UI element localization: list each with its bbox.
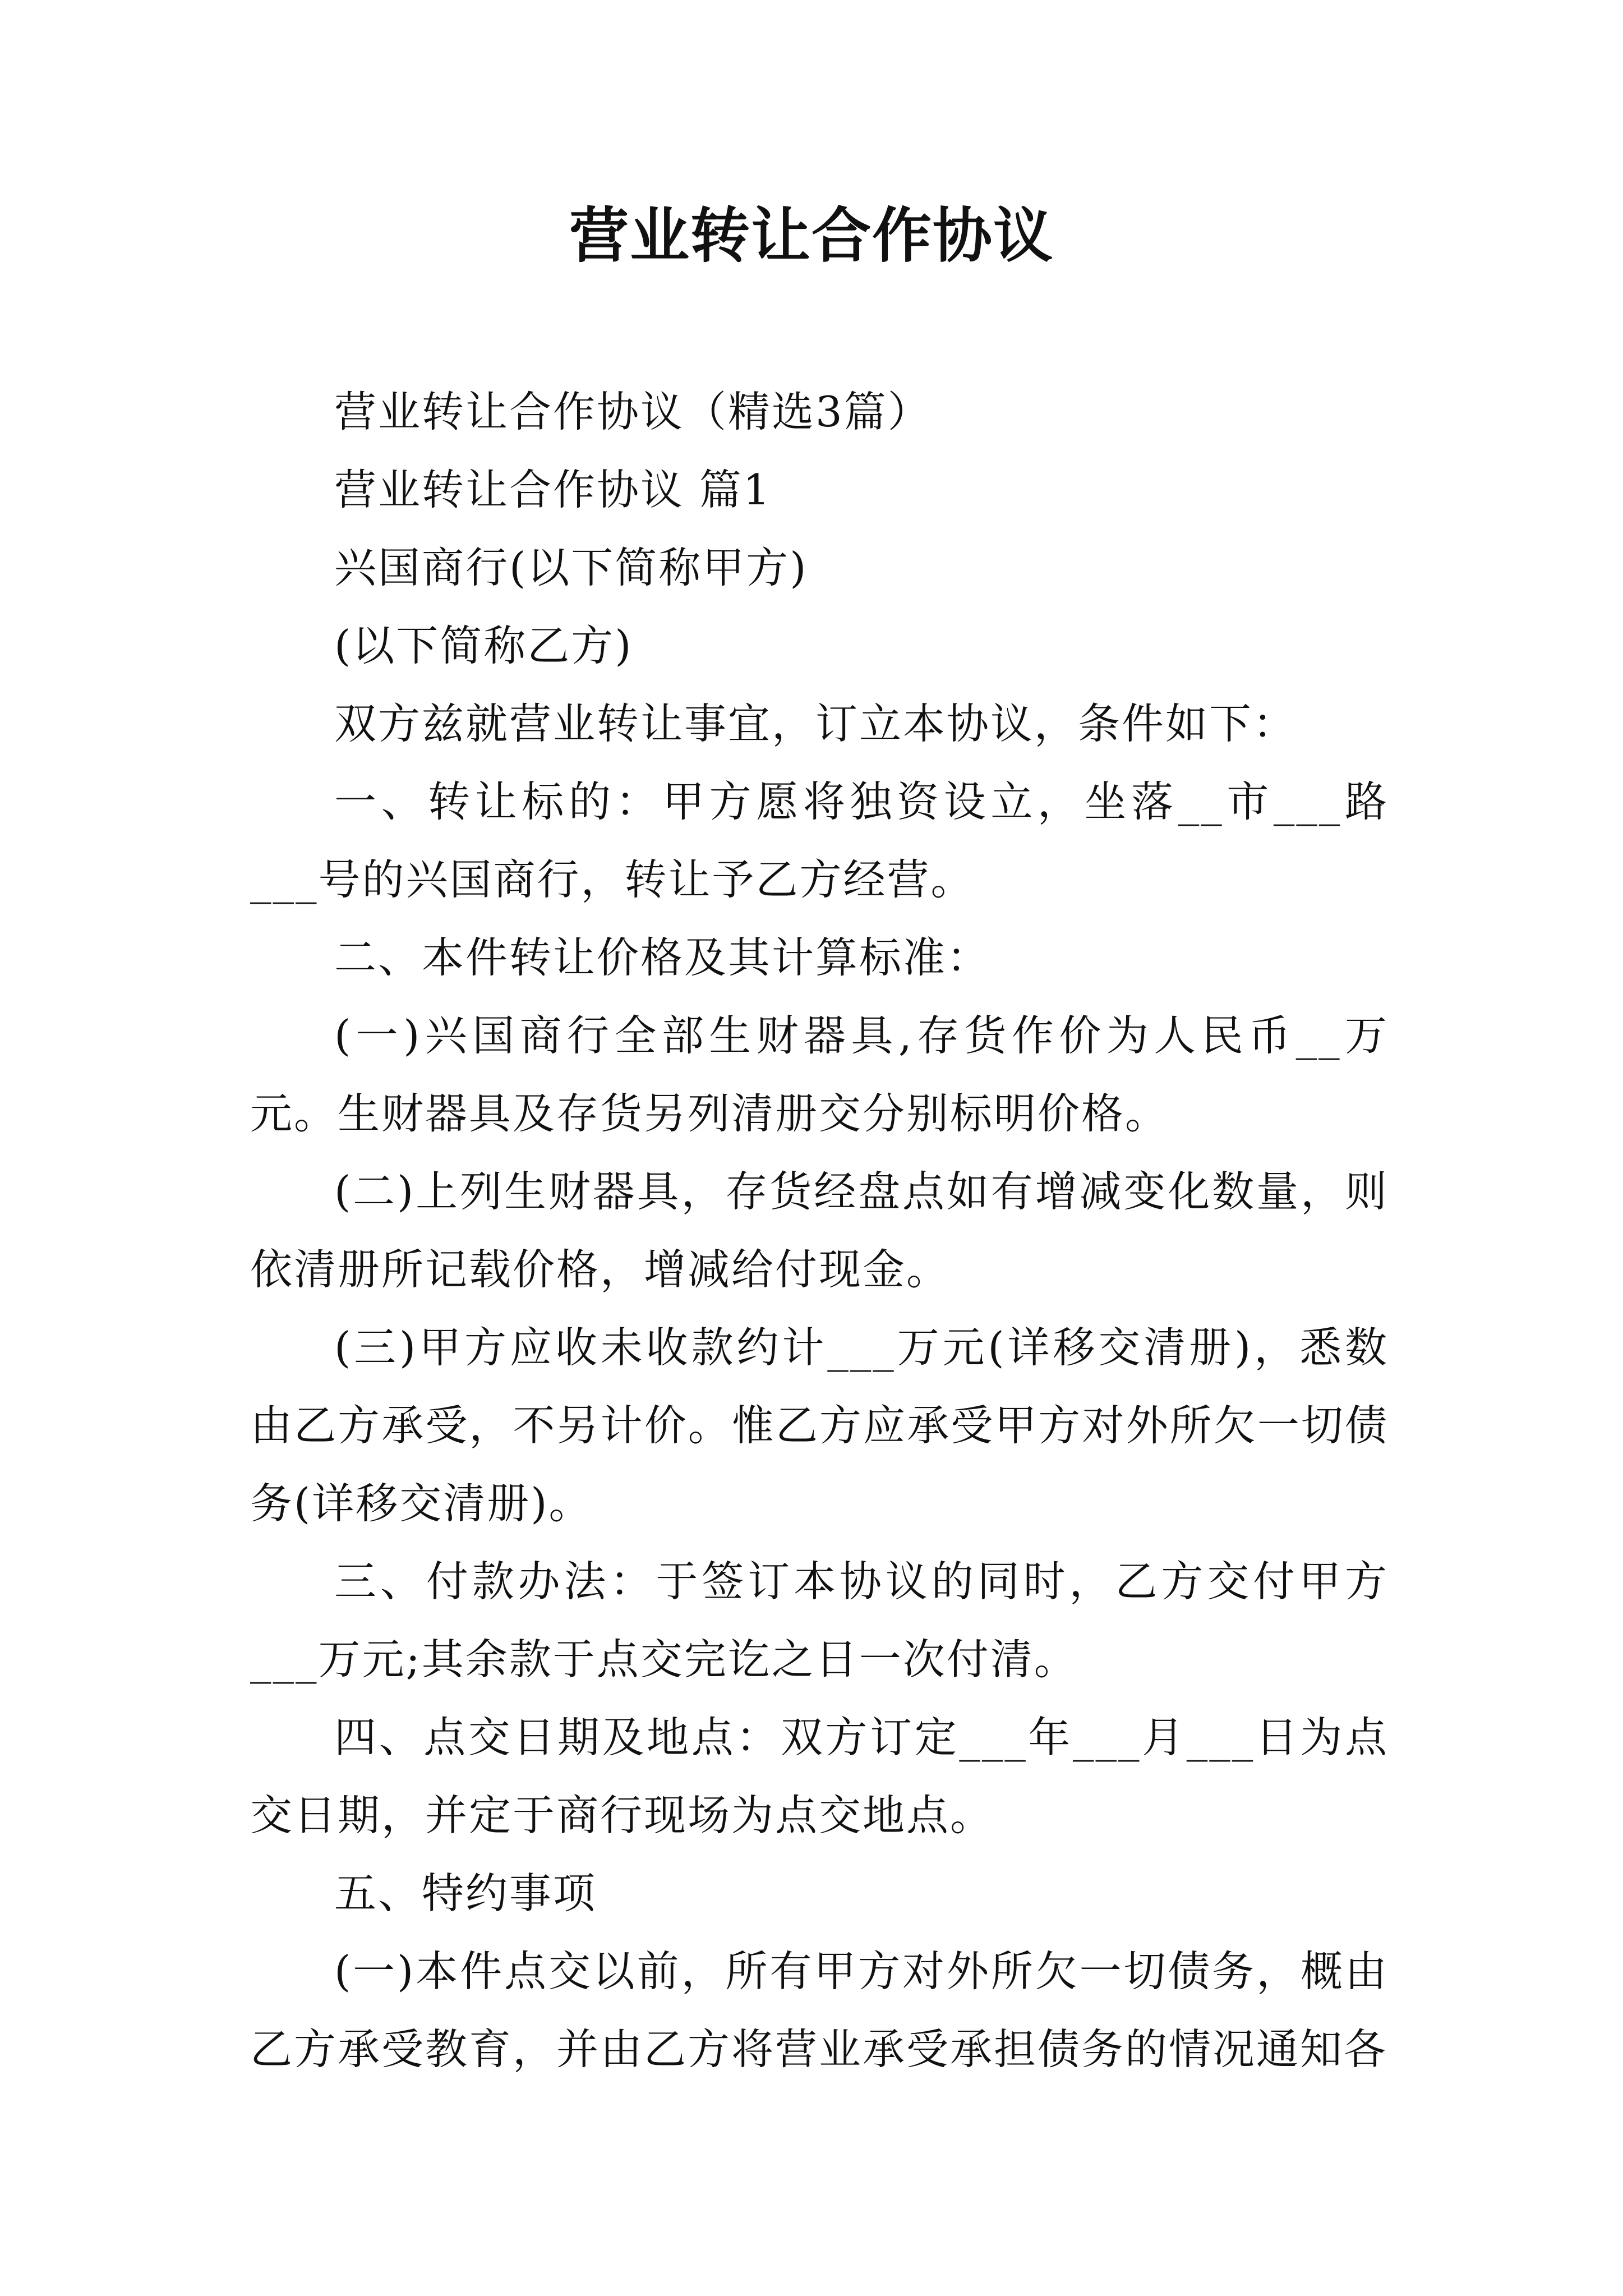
paragraph: 三、付款办法：于签订本协议的同时，乙方交付甲方___万元;其余款于点交完讫之日一次付清。	[250, 1557, 1389, 1684]
paragraph: 双方兹就营业转让事宜，订立本协议，条件如下：	[334, 699, 1297, 748]
paragraph: 兴国商行(以下简称甲方)	[334, 543, 808, 592]
paragraph: (二)上列生财器具，存货经盘点如有增减变化数量，则依清册所记载价格，增减给付现金。	[250, 1167, 1389, 1294]
paragraph: 营业转让合作协议 篇1	[334, 465, 772, 514]
document-title: 营业转让合作协议	[569, 200, 1054, 270]
paragraph: (一)兴国商行全部生财器具,存货作价为人民币__万元。生财器具及存货另列清册交分别标明价格。	[250, 1011, 1389, 1138]
paragraph: 四、点交日期及地点：双方订定___年___月___日为点交日期，并定于商行现场为点交地点。	[250, 1713, 1389, 1840]
document-body	[250, 373, 1389, 2088]
paragraph: 二、本件转让价格及其计算标准：	[334, 933, 991, 982]
paragraph: (三)甲方应收未收款约计___万元(详移交清册)，悉数由乙方承受，不另计价。惟乙方应承受甲方对外所欠一切债务(详移交清册)。	[250, 1323, 1389, 1528]
paragraph: (以下简称乙方)	[334, 621, 633, 670]
paragraph: 营业转让合作协议（精选3篇）	[334, 387, 932, 436]
paragraph: 五、特约事项	[334, 1869, 597, 1918]
paragraph: (一)本件点交以前，所有甲方对外所欠一切债务，概由乙方承受教育，并由乙方将营业承受承担债务的情况通知各	[250, 1947, 1389, 2074]
paragraph: 一、转让标的：甲方愿将独资设立，坐落__市___路___号的兴国商行，转让予乙方经营。	[250, 777, 1389, 904]
